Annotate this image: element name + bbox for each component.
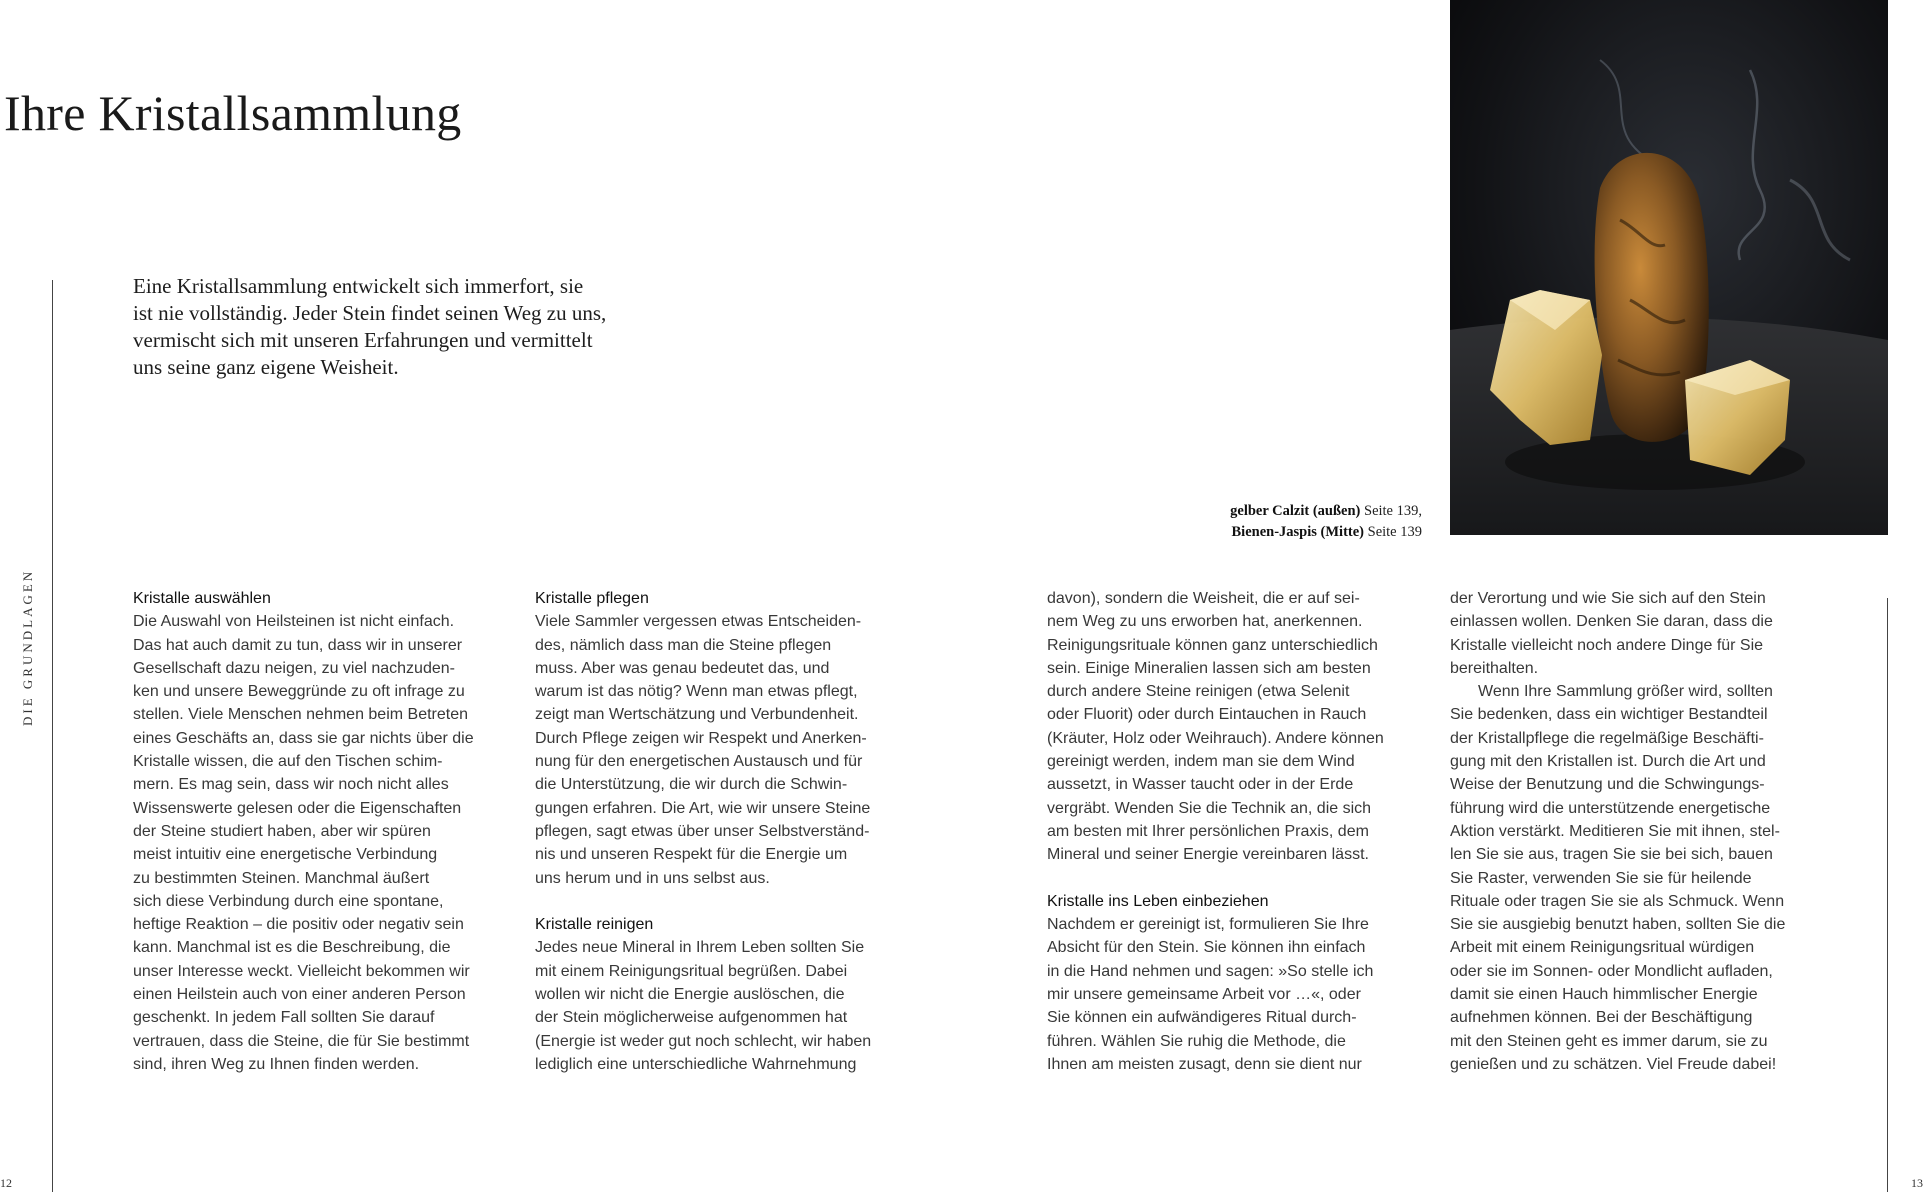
body-line: pflegen, sagt etwas über unser Selbstverständ- <box>535 822 870 840</box>
body-line: kann. Manchmal ist es die Beschreibung, die <box>133 939 451 957</box>
body-line: sind, ihren Weg zu Ihnen finden werden. <box>133 1055 420 1073</box>
crystal-photo <box>1450 0 1888 535</box>
left-margin-rule <box>52 280 53 1192</box>
caption-page-ref: Seite 139 <box>1364 524 1422 540</box>
body-line: nem Weg zu uns erworben hat, anerkennen. <box>1047 613 1363 631</box>
body-line: mit den Steinen geht es immer darum, sie zu <box>1450 1032 1768 1050</box>
body-line: führen. Wählen Sie ruhig die Methode, die <box>1047 1032 1346 1050</box>
body-line: oder Fluorit) oder durch Eintauchen in Rauch <box>1047 706 1367 724</box>
body-line: mern. Es mag sein, dass wir noch nicht alles <box>133 776 449 794</box>
body-line: Sie sie ausgiebig benutzt haben, sollten Sie die <box>1450 916 1786 934</box>
body-line: nis und unseren Respekt für die Energie um <box>535 846 848 864</box>
right-margin-rule <box>1887 598 1888 1192</box>
body-line: des, nämlich dass man die Steine pflegen <box>535 636 832 654</box>
body-line: uns herum und in uns selbst aus. <box>535 869 770 887</box>
body-line: meist intuitiv eine energetische Verbindung <box>133 846 438 864</box>
body-line: (Energie ist weder gut noch schlecht, wir haben <box>535 1032 872 1050</box>
body-line: oder sie im Sonnen- oder Mondlicht aufladen, <box>1450 962 1773 980</box>
body-line: sich diese Verbindung durch eine spontane, <box>133 892 444 910</box>
body-line: muss. Aber was genau bedeutet das, und <box>535 659 830 677</box>
caption-stone-name: gelber Calzit (außen) <box>1230 503 1361 519</box>
body-line: Wenn Ihre Sammlung größer wird, sollten <box>1478 683 1773 701</box>
body-line: am besten mit Ihrer persönlichen Praxis, dem <box>1047 822 1369 840</box>
body-line: mir unsere gemeinsame Arbeit vor …«, oder <box>1047 986 1361 1004</box>
page-number-right: 13 <box>1911 1176 1923 1190</box>
body-line: Rituale oder tragen Sie sie als Schmuck. Wenn <box>1450 892 1785 910</box>
body-line: heftige Reaktion – die positiv oder negativ sein <box>133 916 464 934</box>
intro-line: Eine Kristallsammlung entwickelt sich immerfort, sie <box>133 274 584 298</box>
body-line: aufnehmen können. Bei der Beschäftigung <box>1450 1009 1753 1027</box>
caption-page-ref: Seite 139, <box>1360 503 1422 519</box>
body-line: Aktion verstärkt. Meditieren Sie mit ihnen, stel- <box>1450 822 1780 840</box>
body-line: Absicht für den Stein. Sie können ihn einfach <box>1047 939 1366 957</box>
body-line: warum ist das nötig? Wenn man etwas pflegt, <box>535 683 858 701</box>
body-line: Reinigungsrituale können ganz unterschiedlich <box>1047 636 1378 654</box>
text-column-1 <box>133 587 474 1076</box>
body-line: Durch Pflege zeigen wir Respekt und Anerken- <box>535 729 867 747</box>
caption-stone-name: Bienen-Jaspis (Mitte) <box>1231 524 1364 540</box>
paragraph-gap <box>1047 867 1384 890</box>
body-line: Sie bedenken, dass ein wichtiger Bestandteil <box>1450 706 1768 724</box>
body-line: davon), sondern die Weisheit, die er auf sei- <box>1047 590 1360 607</box>
body-line: damit sie einen Hauch himmlischer Energie <box>1450 986 1758 1004</box>
page-number-left: 12 <box>0 1176 12 1190</box>
body-line: Mineral und seiner Energie vereinbaren lässt. <box>1047 846 1369 864</box>
body-line: der Stein möglicherweise aufgenommen hat <box>535 1009 848 1027</box>
body-line: Viele Sammler vergessen etwas Entscheiden- <box>535 613 862 631</box>
section-heading: Kristalle ins Leben einbeziehen <box>1047 892 1269 910</box>
paragraph-gap <box>535 890 871 913</box>
intro-paragraph <box>133 273 653 381</box>
body-line: in die Hand nehmen und sagen: »So stelle ich <box>1047 962 1374 980</box>
body-line: Ihnen am meisten zusagt, denn sie dient nur <box>1047 1055 1362 1073</box>
body-line: nung für den energetischen Austausch und für <box>535 753 863 771</box>
body-line: len Sie sie aus, tragen Sie sie bei sich, bauen <box>1450 846 1773 864</box>
body-line: Kristalle wissen, die auf den Tischen schim- <box>133 753 443 771</box>
body-line: bereithalten. <box>1450 659 1539 677</box>
body-line: die Unterstützung, die wir durch die Schwin- <box>535 776 848 794</box>
body-line: Gesellschaft dazu neigen, zu viel nachzuden- <box>133 659 455 677</box>
intro-line: ist nie vollständig. Jeder Stein findet seinen Weg zu uns, <box>133 301 607 325</box>
body-line: durch andere Steine reinigen (etwa Selenit <box>1047 683 1350 701</box>
text-column-4 <box>1450 587 1785 1076</box>
body-line: (Kräuter, Holz oder Weihrauch). Andere können <box>1047 729 1384 747</box>
body-line: unser Interesse weckt. Vielleicht bekommen wir <box>133 962 470 980</box>
body-line: Kristalle vielleicht noch andere Dinge für Sie <box>1450 636 1764 654</box>
body-line: gung mit den Kristallen ist. Durch die Art und <box>1450 753 1766 771</box>
body-line: wollen wir nicht die Energie auslöschen, die <box>535 986 845 1004</box>
body-line: aussetzt, in Wasser taucht oder in der Erde <box>1047 776 1354 794</box>
photo-caption <box>1230 501 1422 543</box>
body-line: mit einem Reinigungsritual begrüßen. Dabei <box>535 962 848 980</box>
body-line: zeigt man Wertschätzung und Verbundenheit. <box>535 706 859 724</box>
body-line: Jedes neue Mineral in Ihrem Leben sollten Sie <box>535 939 865 957</box>
body-line: der Kristallpflege die regelmäßige Beschäfti- <box>1450 729 1764 747</box>
body-line: geschenkt. In jedem Fall sollten Sie darauf <box>133 1009 435 1027</box>
body-line: Arbeit mit einem Reinigungsritual würdigen <box>1450 939 1755 957</box>
section-heading: Kristalle auswählen <box>133 590 271 607</box>
body-line: eines Geschäfts an, dass sie gar nichts über die <box>133 729 474 747</box>
section-heading: Kristalle pflegen <box>535 590 649 607</box>
body-line: sein. Einige Mineralien lassen sich am besten <box>1047 659 1371 677</box>
body-line: Weise der Benutzung und die Schwingungs- <box>1450 776 1765 794</box>
caption-line <box>1230 522 1422 543</box>
text-column-2 <box>535 587 871 1076</box>
body-line: einen Heilstein auch von einer anderen Person <box>133 986 466 1004</box>
body-line: zu bestimmten Steinen. Manchmal äußert <box>133 869 430 887</box>
body-line: Sie können ein aufwändigeres Ritual durch- <box>1047 1009 1357 1027</box>
body-line: Sie Raster, verwenden Sie sie für heilende <box>1450 869 1752 887</box>
body-line: stellen. Viele Menschen nehmen beim Betreten <box>133 706 469 724</box>
body-line: genießen und zu schätzen. Viel Freude dabei! <box>1450 1055 1777 1073</box>
body-line: der Verortung und wie Sie sich auf den Stein <box>1450 590 1766 607</box>
body-line: Das hat auch damit zu tun, dass wir in unserer <box>133 636 463 654</box>
page-title: Ihre Kristallsammlung <box>4 85 462 141</box>
section-label: DIE GRUNDLAGEN <box>20 568 35 726</box>
body-line: einlassen wollen. Denken Sie daran, dass die <box>1450 613 1773 631</box>
body-line: der Steine studiert haben, aber wir spüren <box>133 822 431 840</box>
body-line: vergräbt. Wenden Sie die Technik an, die sich <box>1047 799 1372 817</box>
caption-line <box>1230 501 1422 522</box>
body-line: gereinigt werden, indem man sie dem Wind <box>1047 753 1355 771</box>
body-line: Die Auswahl von Heilsteinen ist nicht einfach. <box>133 613 455 631</box>
section-heading: Kristalle reinigen <box>535 916 654 934</box>
intro-line: uns seine ganz eigene Weisheit. <box>133 355 399 379</box>
body-line: Nachdem er gereinigt ist, formulieren Sie Ihre <box>1047 916 1369 934</box>
intro-line: vermischt sich mit unseren Erfahrungen und vermittelt <box>133 328 593 352</box>
body-line: ken und unsere Beweggründe zu oft infrage zu <box>133 683 465 701</box>
body-line: vertrauen, dass die Steine, die für Sie bestimmt <box>133 1032 470 1050</box>
body-line: Wissenswerte gelesen oder die Eigenschaften <box>133 799 462 817</box>
text-column-3 <box>1047 587 1384 1076</box>
body-line: führung wird die unterstützende energetische <box>1450 799 1771 817</box>
body-line: gungen erfahren. Die Art, wie wir unsere Steine <box>535 799 871 817</box>
body-line: lediglich eine unterschiedliche Wahrnehmung <box>535 1055 857 1073</box>
